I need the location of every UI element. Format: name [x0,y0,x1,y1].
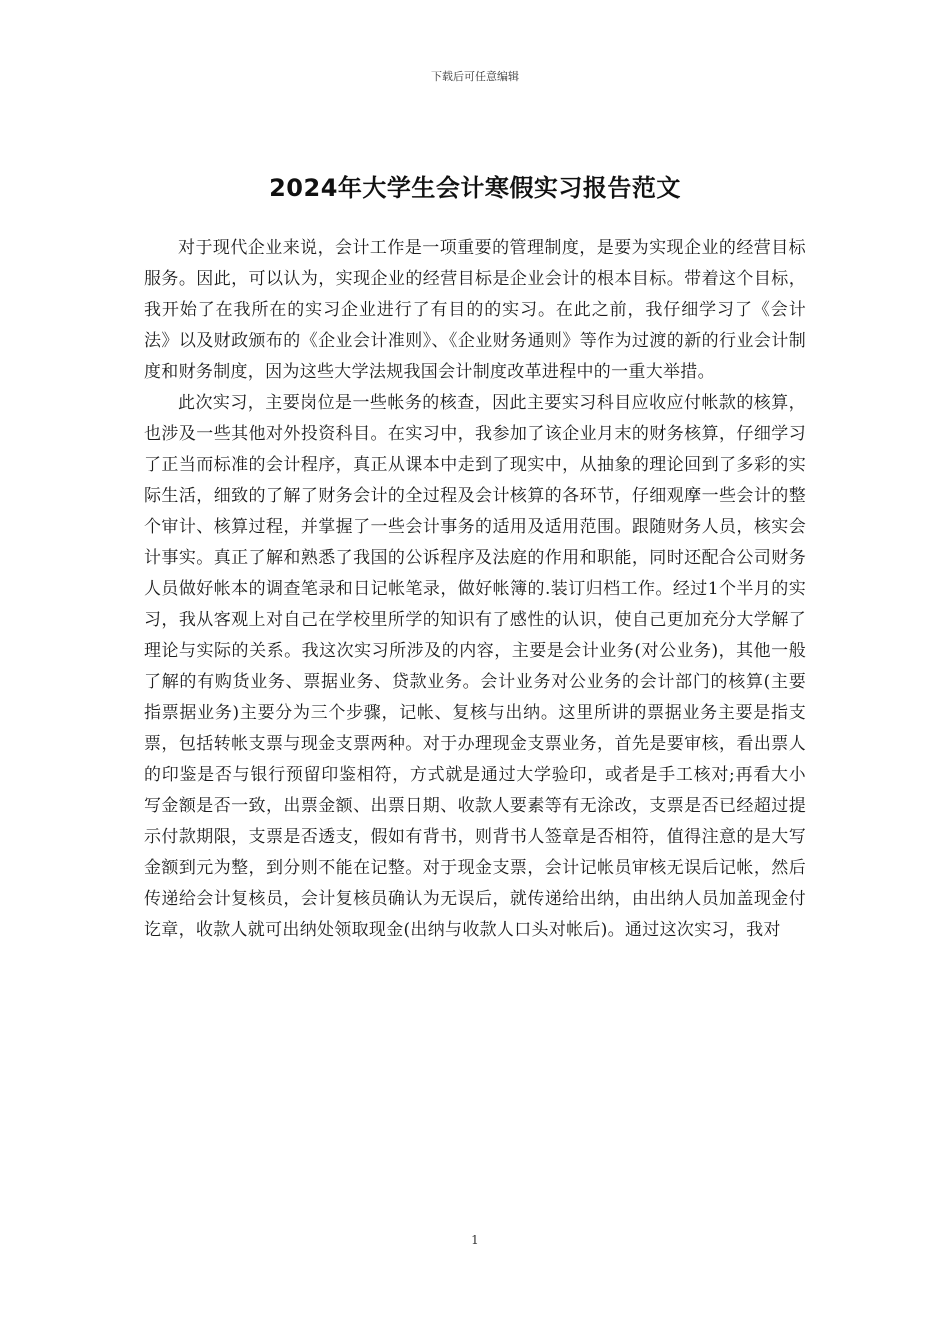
document-title: 2024年大学生会计寒假实习报告范文 [269,174,681,203]
paragraph-2: 此次实习，主要岗位是一些帐务的核查，因此主要实习科目应收应付帐款的核算，也涉及一些其他对外投资科目。在实习中，我参加了该企业月末的财务核算，仔细学习了正当而标准的会计程序，真正从课本中走到了现实中，从抽象的理论回到了多彩的实际生活，细致的了解了财务会计的全过程及会计核算的各环节，仔细观摩一些会计的整个审计、核算过程，并掌握了一些会计事务的适用及适用范围。跟随财务人员，核实会计事实。真正了解和熟悉了我国的公诉程序及法庭的作用和职能，同时还配合公司财务人员做好帐本的调查笔录和日记帐笔录，做好帐簿的.装订归档工作。经过1个半月的实习，我从客观上对自己在学校里所学的知识有了感性的认识，使自己更加充分大学解了理论与实际的关系。我这次实习所涉及的内容，主要是会计业务(对公业务)，其他一般了解的有购货业务、票据业务、贷款业务。会计业务对公业务的会计部门的核算(主要指票据业务)主要分为三个步骤，记帐、复核与出纳。这里所讲的票据业务主要是指支票，包括转帐支票与现金支票两种。对于办理现金支票业务，首先是要审核，看出票人的印鉴是否与银行预留印鉴相符，方式就是通过大学验印，或者是手工核对;再看大小写金额是否一致，出票金额、出票日期、收款人要素等有无涂改，支票是否已经超过提示付款期限，支票是否透支，假如有背书，则背书人签章是否相符，值得注意的是大写金额到元为整，到分则不能在记整。对于现金支票，会计记帐员审核无误后记帐，然后传递给会计复核员，会计复核员确认为无误后，就传递给出纳，由出纳人员加盖现金付讫章，收款人就可出纳处领取现金(出纳与收款人口头对帐后)。通过这次实习，我对 [144,393,806,940]
page-number: 1 [471,1233,479,1247]
paragraph-1: 对于现代企业来说，会计工作是一项重要的管理制度，是要为实现企业的经营目标服务。因此，可以认为，实现企业的经营目标是企业会计的根本目标。带着这个目标，我开始了在我所在的实习企业进行了有目的的实习。在此之前，我仔细学习了《会计法》以及财政颁布的《企业会计准则》、《企业财务通则》等作为过渡的新的行业会计制度和财务制度，因为这些大学法规我国会计制度改革进程中的一重大举措。 [144,238,806,382]
document-body [144,233,806,946]
header-note: 下载后可任意编辑 [431,70,519,83]
